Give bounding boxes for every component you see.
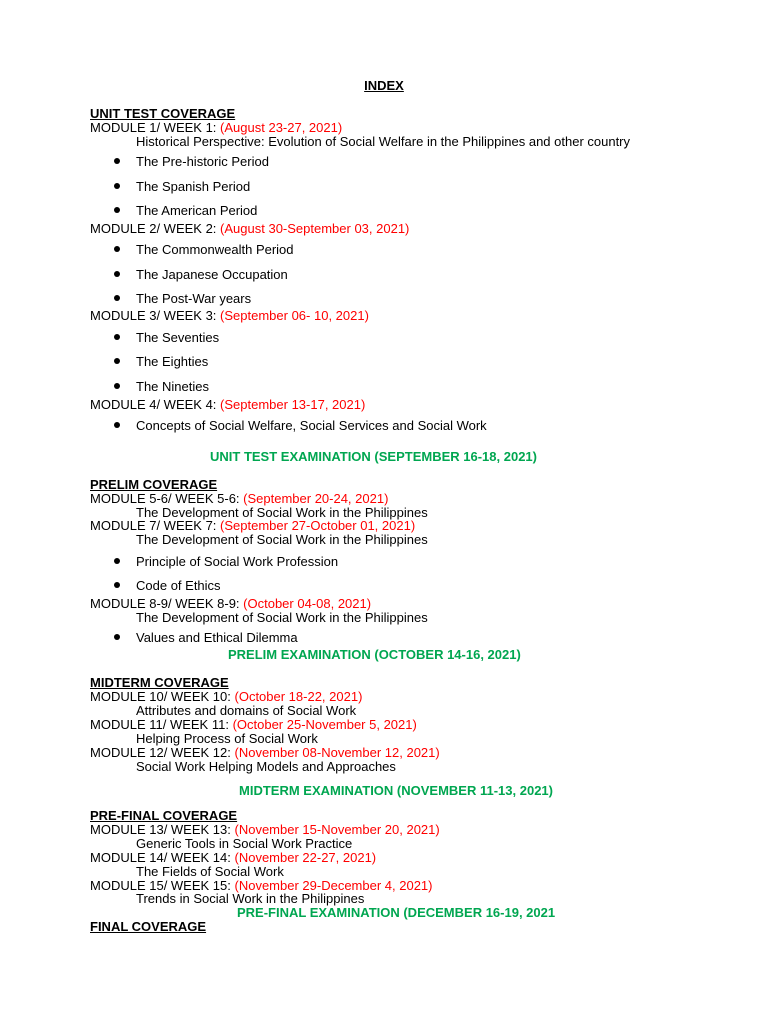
module-label: MODULE 3/ WEEK 3:	[90, 308, 221, 323]
list-item: The Pre-historic Period	[136, 154, 269, 169]
module-date: (November 22-27, 2021)	[234, 850, 377, 865]
module-date: (September 27-October 01, 2021)	[220, 518, 416, 533]
module-date: (November 15-November 20, 2021)	[234, 822, 440, 837]
module-topic: The Development of Social Work in the Philippines	[136, 610, 428, 625]
module-10-line	[90, 689, 362, 704]
bullet-icon	[114, 183, 120, 189]
module-date: (August 23-27, 2021)	[220, 120, 343, 135]
bullet-icon	[114, 158, 120, 164]
module-label: MODULE 14/ WEEK 14:	[90, 850, 235, 865]
module-date: (October 25-November 5, 2021)	[232, 717, 417, 732]
list-item: The Commonwealth Period	[136, 242, 294, 257]
module-date: (September 13-17, 2021)	[220, 397, 366, 412]
module-date: (November 29-December 4, 2021)	[234, 878, 433, 893]
module-13-line	[90, 822, 440, 837]
module-label: MODULE 12/ WEEK 12:	[90, 745, 235, 760]
list-item: The Japanese Occupation	[136, 267, 288, 282]
list-item: The Post-War years	[136, 291, 252, 306]
list-item: Values and Ethical Dilemma	[136, 630, 298, 645]
module-1-line	[90, 120, 342, 135]
final-heading: FINAL COVERAGE	[90, 919, 207, 934]
module-label: MODULE 1/ WEEK 1:	[90, 120, 221, 135]
module-topic: The Development of Social Work in the Philippines	[136, 505, 428, 520]
bullet-icon	[114, 271, 120, 277]
bullet-icon	[114, 246, 120, 252]
midterm-exam: MIDTERM EXAMINATION (NOVEMBER 11-13, 2021)	[239, 783, 553, 798]
module-topic: The Fields of Social Work	[136, 864, 284, 879]
list-item: Principle of Social Work Profession	[136, 554, 339, 569]
module-label: MODULE 2/ WEEK 2:	[90, 221, 221, 236]
bullet-icon	[114, 422, 120, 428]
module-3-line	[90, 308, 369, 323]
unit-test-heading: UNIT TEST COVERAGE	[90, 106, 236, 121]
module-7-line	[90, 518, 415, 533]
bullet-icon	[114, 207, 120, 213]
bullet-icon	[114, 634, 120, 640]
module-date: (October 18-22, 2021)	[234, 689, 363, 704]
module-date: (September 06- 10, 2021)	[220, 308, 369, 323]
list-item: Concepts of Social Welfare, Social Services and Social Work	[136, 418, 487, 433]
module-label: MODULE 4/ WEEK 4:	[90, 397, 221, 412]
module-label: MODULE 8-9/ WEEK 8-9:	[90, 596, 244, 611]
module-label: MODULE 13/ WEEK 13:	[90, 822, 235, 837]
bullet-icon	[114, 334, 120, 340]
module-5-6-line	[90, 491, 388, 506]
module-14-line	[90, 850, 376, 865]
bullet-icon	[114, 558, 120, 564]
module-label: MODULE 15/ WEEK 15:	[90, 878, 235, 893]
module-topic: Generic Tools in Social Work Practice	[136, 836, 353, 851]
bullet-icon	[114, 295, 120, 301]
prelim-exam: PRELIM EXAMINATION (OCTOBER 14-16, 2021)	[228, 647, 521, 662]
module-date: (October 04-08, 2021)	[243, 596, 372, 611]
list-item: The Nineties	[136, 379, 209, 394]
unit-test-exam: UNIT TEST EXAMINATION (SEPTEMBER 16-18, 2021)	[210, 449, 537, 464]
list-item: The Eighties	[136, 354, 209, 369]
module-4-line	[90, 397, 365, 412]
midterm-heading: MIDTERM COVERAGE	[90, 675, 229, 690]
bullet-icon	[114, 383, 120, 389]
module-label: MODULE 7/ WEEK 7:	[90, 518, 221, 533]
module-label: MODULE 5-6/ WEEK 5-6:	[90, 491, 244, 506]
prelim-heading: PRELIM COVERAGE	[90, 477, 218, 492]
list-item: The Spanish Period	[136, 179, 251, 194]
page-title: INDEX	[364, 78, 404, 93]
module-12-line	[90, 745, 440, 760]
bullet-icon	[114, 358, 120, 364]
module-date: (November 08-November 12, 2021)	[234, 745, 440, 760]
list-item: Code of Ethics	[136, 578, 221, 593]
prefinal-exam: PRE-FINAL EXAMINATION (DECEMBER 16-19, 2021	[237, 905, 556, 920]
list-item: The American Period	[136, 203, 258, 218]
module-label: MODULE 11/ WEEK 11:	[90, 717, 233, 732]
module-11-line	[90, 717, 417, 732]
module-date: (September 20-24, 2021)	[243, 491, 389, 506]
module-8-9-line	[90, 596, 371, 611]
module-2-line	[90, 221, 409, 236]
module-topic: Trends in Social Work in the Philippines	[136, 891, 365, 906]
module-topic: The Development of Social Work in the Philippines	[136, 532, 428, 547]
module-date: (August 30-September 03, 2021)	[220, 221, 410, 236]
module-topic: Social Work Helping Models and Approaches	[136, 759, 396, 774]
module-topic: Historical Perspective: Evolution of Social Welfare in the Philippines and other country	[136, 134, 631, 149]
module-label: MODULE 10/ WEEK 10:	[90, 689, 235, 704]
module-topic: Helping Process of Social Work	[136, 731, 318, 746]
bullet-icon	[114, 582, 120, 588]
prefinal-heading: PRE-FINAL COVERAGE	[90, 808, 238, 823]
module-topic: Attributes and domains of Social Work	[136, 703, 357, 718]
list-item: The Seventies	[136, 330, 220, 345]
